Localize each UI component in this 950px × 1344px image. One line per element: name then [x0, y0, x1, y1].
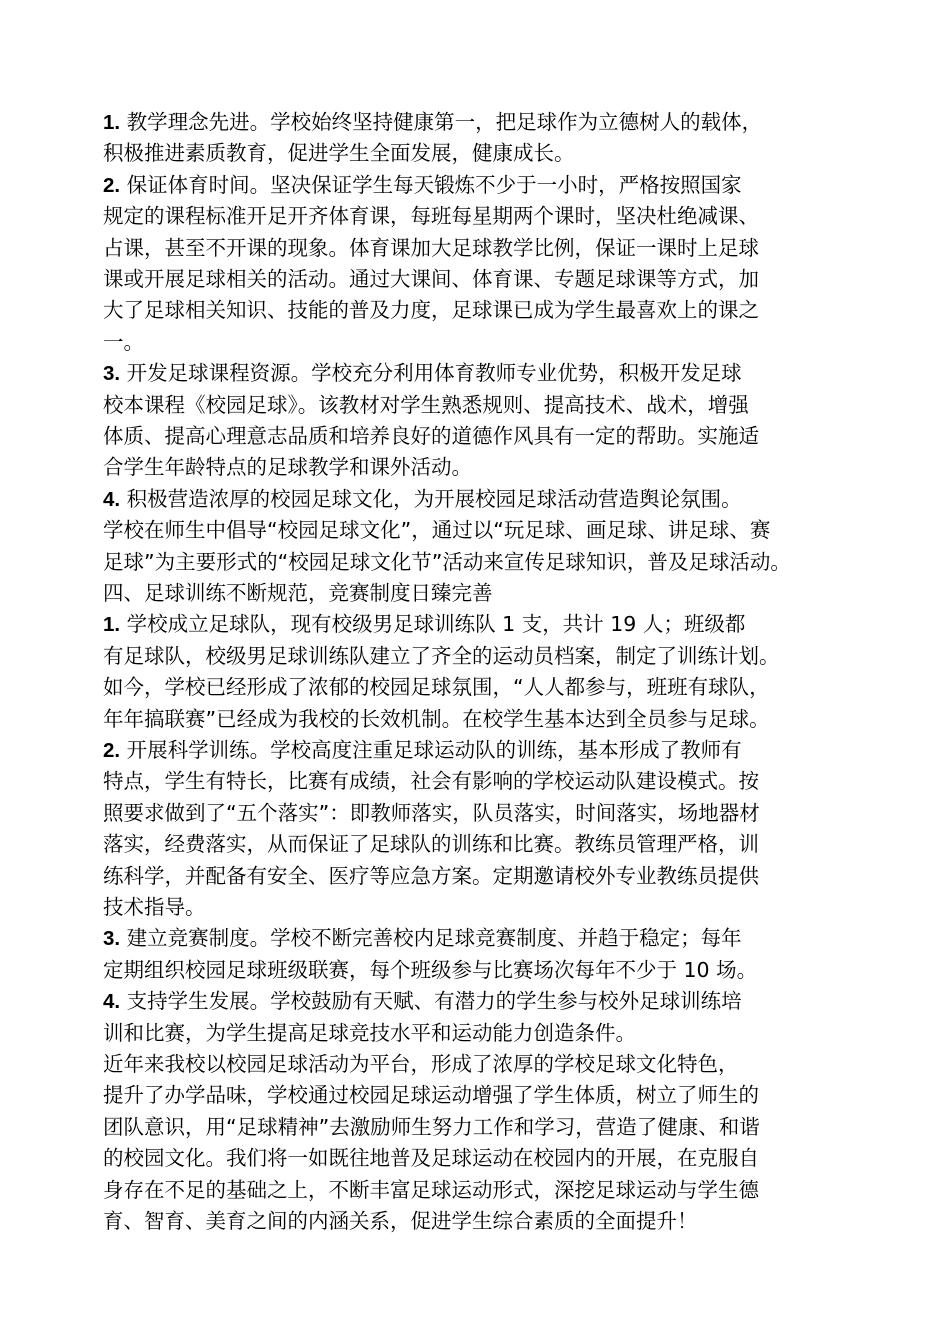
line-text: 占课，甚至不开课的现象。体育课加大足球教学比例，保证一课时上足球: [103, 235, 759, 260]
paragraph-line: [103, 393, 749, 417]
line-text: 教学理念先进。学校始终坚持健康第一，把足球作为立德树人的载体，: [120, 110, 763, 134]
item-number: 4.: [103, 487, 121, 511]
paragraph-line: [103, 1115, 760, 1139]
line-text: 大了足球相关知识、技能的普及力度，足球课已成为学生最喜欢上的课之: [103, 298, 759, 323]
line-text: 训和比赛，为学生提高足球竞技水平和运动能力创造条件。: [103, 1020, 636, 1045]
line-text: 练科学，并配备有安全、医疗等应急方案。定期邀请校外专业教练员提供: [103, 863, 759, 888]
paragraph-line: [103, 958, 757, 982]
paragraph-line: [103, 801, 760, 825]
item-number: 2.: [103, 173, 121, 197]
paragraph-line: [103, 832, 759, 856]
paragraph-line: [103, 675, 770, 699]
paragraph-line: [103, 298, 759, 322]
paragraph-line: [103, 424, 759, 448]
paragraph-line: [103, 707, 770, 731]
line-text: 定期组织校园足球班级联赛，每个班级参与比赛场次每年不少于 10 场。: [103, 957, 758, 982]
numbered-paragraph-line: [103, 612, 745, 636]
paragraph-line: [103, 864, 759, 888]
numbered-paragraph-line: [103, 110, 762, 134]
paragraph-line: [103, 1178, 759, 1202]
item-number: 3.: [103, 362, 121, 386]
line-text: 照要求做到了“五个落实”：即教师落实，队员落实，时间落实，场地器材: [103, 800, 760, 825]
line-text: 近年来我校以校园足球活动为平台，形成了浓厚的学校足球文化特色，: [103, 1052, 739, 1076]
paragraph-line: [103, 204, 759, 228]
line-text: 体质、提高心理意志品质和培养良好的道德作风具有一定的帮助。实施适: [103, 424, 759, 448]
line-text: 四、足球训练不断规范，竞赛制度日臻完善: [103, 581, 493, 605]
item-number: 1.: [103, 111, 121, 134]
item-number: 3.: [103, 927, 121, 951]
item-number: 1.: [103, 613, 121, 637]
numbered-paragraph-line: [103, 989, 742, 1013]
paragraph-line: [103, 769, 759, 793]
line-text: 保证体育时间。坚决保证学生每天锻炼不少于一小时，严格按照国家: [120, 172, 742, 197]
paragraph-line: [103, 267, 759, 291]
item-number: 2.: [103, 739, 121, 762]
paragraph-line: [103, 455, 472, 479]
line-text: 学校成立足球队，现有校级男足球训练队 1 支，共计 19 人；班级都: [120, 612, 746, 637]
line-text: 特点，学生有特长，比赛有成绩，社会有影响的学校运动队建设模式。按: [103, 769, 759, 794]
paragraph-line: [103, 550, 791, 574]
line-text: 积极推进素质教育，促进学生全面发展，健康成长。: [103, 141, 575, 166]
line-text: 学校在师生中倡导“校园足球文化”，通过以“玩足球、画足球、讲足球、赛: [103, 518, 771, 543]
line-text: 一。: [103, 329, 144, 354]
numbered-paragraph-line: [103, 487, 742, 511]
numbered-paragraph-line: [103, 926, 742, 950]
paragraph-line: [103, 518, 770, 542]
line-text: 支持学生发展。学校鼓励有天赋、有潜力的学生参与校外足球训练培: [120, 989, 742, 1014]
paragraph-line: [103, 1209, 698, 1233]
paragraph-line: [103, 1146, 759, 1170]
line-text: 落实，经费落实，从而保证了足球队的训练和比赛。教练员管理严格，训: [103, 832, 759, 857]
line-text: 提升了办学品味，学校通过校园足球运动增强了学生体质，树立了师生的: [103, 1083, 759, 1108]
line-text: 开发足球课程资源。学校充分利用体育教师专业优势，积极开发足球: [120, 361, 742, 386]
paragraph-line: [103, 1083, 759, 1107]
paragraph-line: [103, 1021, 636, 1045]
line-text: 身存在不足的基础之上，不断丰富足球运动形式，深挖足球运动与学生德: [103, 1177, 759, 1202]
item-number: 4.: [103, 990, 121, 1014]
line-text: 年年搞联赛”已经成为我校的长效机制。在校学生基本达到全员参与足球。: [103, 706, 770, 731]
numbered-paragraph-line: [103, 361, 742, 385]
line-text: 的校园文化。我们将一如既往地普及足球运动在校园内的开展，在克服自: [103, 1146, 759, 1171]
line-text: 建立竞赛制度。学校不断完善校内足球竞赛制度、并趋于稳定；每年: [120, 926, 742, 951]
line-text: 如今，学校已经形成了浓郁的校园足球氛围，“人人都参与，班班有球队，: [103, 675, 770, 700]
line-text: 积极营造浓厚的校园足球文化，为开展校园足球活动营造舆论氛围。: [120, 486, 742, 511]
line-text: 技术指导。: [103, 895, 206, 919]
line-text: 育、智育、美育之间的内涵关系，促进学生综合素质的全面提升！: [103, 1209, 698, 1233]
numbered-paragraph-line: [103, 173, 742, 197]
paragraph-line: [103, 330, 144, 354]
line-text: 课或开展足球相关的活动。通过大课间、体育课、专题足球课等方式，加: [103, 267, 759, 291]
line-text: 规定的课程标准开足开齐体育课，每班每星期两个课时，坚决杜绝减课、: [103, 204, 759, 229]
paragraph-line: [103, 581, 493, 605]
line-text: 团队意识，用“足球精神”去激励师生努力工作和学习，营造了健康、和谐: [103, 1114, 760, 1139]
numbered-paragraph-line: [103, 738, 742, 762]
line-text: 有足球队，校级男足球训练队建立了齐全的运动员档案，制定了训练计划。: [103, 643, 780, 668]
paragraph-line: [103, 644, 780, 668]
paragraph-line: [103, 141, 575, 165]
paragraph-line: [103, 895, 206, 919]
line-text: 开展科学训练。学校高度注重足球运动队的训练，基本形成了教师有: [120, 738, 742, 762]
paragraph-line: [103, 236, 759, 260]
line-text: 校本课程《校园足球》。该教材对学生熟悉规则、提高技术、战术，增强: [103, 392, 749, 417]
line-text: 合学生年龄特点的足球教学和课外活动。: [103, 455, 472, 480]
paragraph-line: [103, 1052, 739, 1076]
line-text: 足球”为主要形式的“校园足球文化节”活动来宣传足球知识，普及足球活动。: [103, 549, 791, 574]
